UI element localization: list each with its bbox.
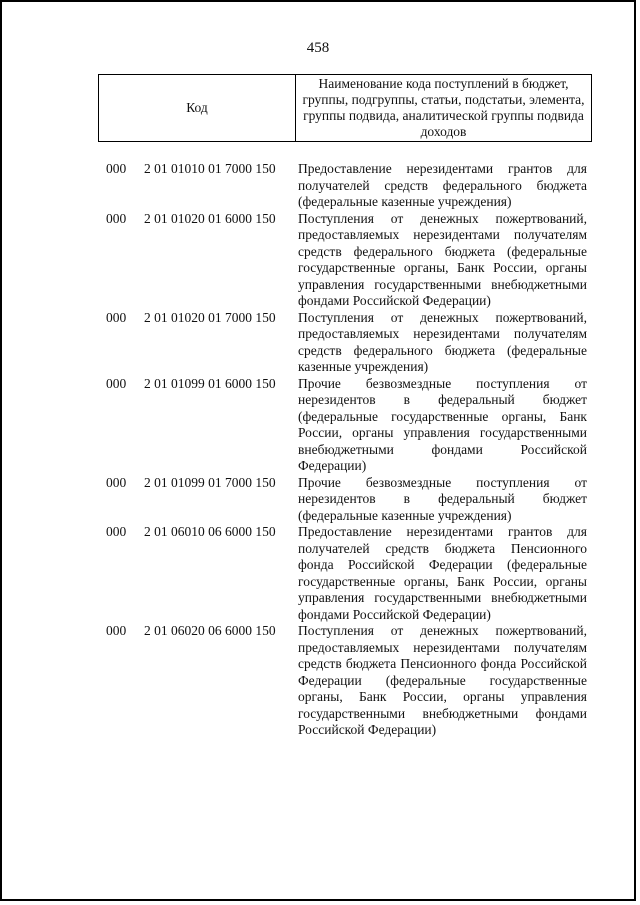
admin-code: 000 — [106, 210, 127, 226]
income-name: Предоставление нерезидентами грантов для получателей средств федерального бюджета (федеральные казенные учреждения) — [298, 161, 587, 209]
income-code: 2 01 01020 01 6000 150 — [144, 210, 276, 226]
table-row — [2, 376, 634, 475]
income-code: 2 01 06010 06 6000 150 — [144, 524, 276, 539]
table-row — [2, 211, 634, 310]
income-name: Поступления от денежных пожертвований, предоставляемых нерезидентами получателям средств федерального бюджета (федеральные государственные органы, Банк России, органы управления государственными внебюджетными фондами Российской Федерации) — [298, 210, 587, 308]
admin-code: 000 — [106, 623, 127, 638]
header-name-cell: Наименование кода поступлений в бюджет, группы, подгруппы, статьи, подстатьи, элемента, группы подвида, аналитической группы подвида доходов — [296, 75, 592, 142]
admin-code: 000 — [106, 375, 127, 391]
admin-code: 000 — [106, 474, 127, 490]
income-name: Предоставление нерезидентами грантов для получателей средств бюджета Пенсионного фонда Российской Федерации (федеральные государственные органы, Банк России, органы управления государственными внебюджетными фондами Российской Федерации) — [298, 524, 587, 622]
income-code: 2 01 01020 01 7000 150 — [144, 309, 276, 325]
table-row — [2, 475, 634, 525]
admin-code: 000 — [106, 524, 127, 539]
table-row — [2, 524, 634, 623]
table-row — [2, 623, 634, 739]
header-table — [98, 74, 592, 142]
income-code: 2 01 01099 01 6000 150 — [144, 375, 276, 391]
table-row — [2, 310, 634, 376]
income-name: Прочие безвозмездные поступления от нерезидентов в федеральный бюджет (федеральные казенные учреждения) — [298, 474, 587, 523]
income-code: 2 01 01099 01 7000 150 — [144, 474, 276, 490]
income-name: Поступления от денежных пожертвований, предоставляемых нерезидентами получателям средств бюджета Пенсионного фонда Российской Федерации (федеральные государственные органы, Банк России, органы управления государственными внебюджетными фондами Российской Федерации) — [298, 623, 587, 737]
income-name: Поступления от денежных пожертвований, предоставляемых нерезидентами получателям средств федерального бюджета (федеральные казенные учреждения) — [298, 309, 587, 374]
table-row — [2, 161, 634, 211]
codes-list — [2, 161, 634, 739]
page-number: 458 — [306, 40, 330, 56]
header-code-cell: Код — [99, 75, 296, 142]
admin-code: 000 — [106, 309, 127, 325]
admin-code: 000 — [106, 161, 127, 176]
income-name: Прочие безвозмездные поступления от нерезидентов в федеральный бюджет (федеральные государственные органы, Банк России, органы управления государственными внебюджетными фондами Российской Федерации) — [298, 375, 587, 473]
income-code: 2 01 01010 01 7000 150 — [144, 161, 276, 176]
income-code: 2 01 06020 06 6000 150 — [144, 623, 276, 638]
